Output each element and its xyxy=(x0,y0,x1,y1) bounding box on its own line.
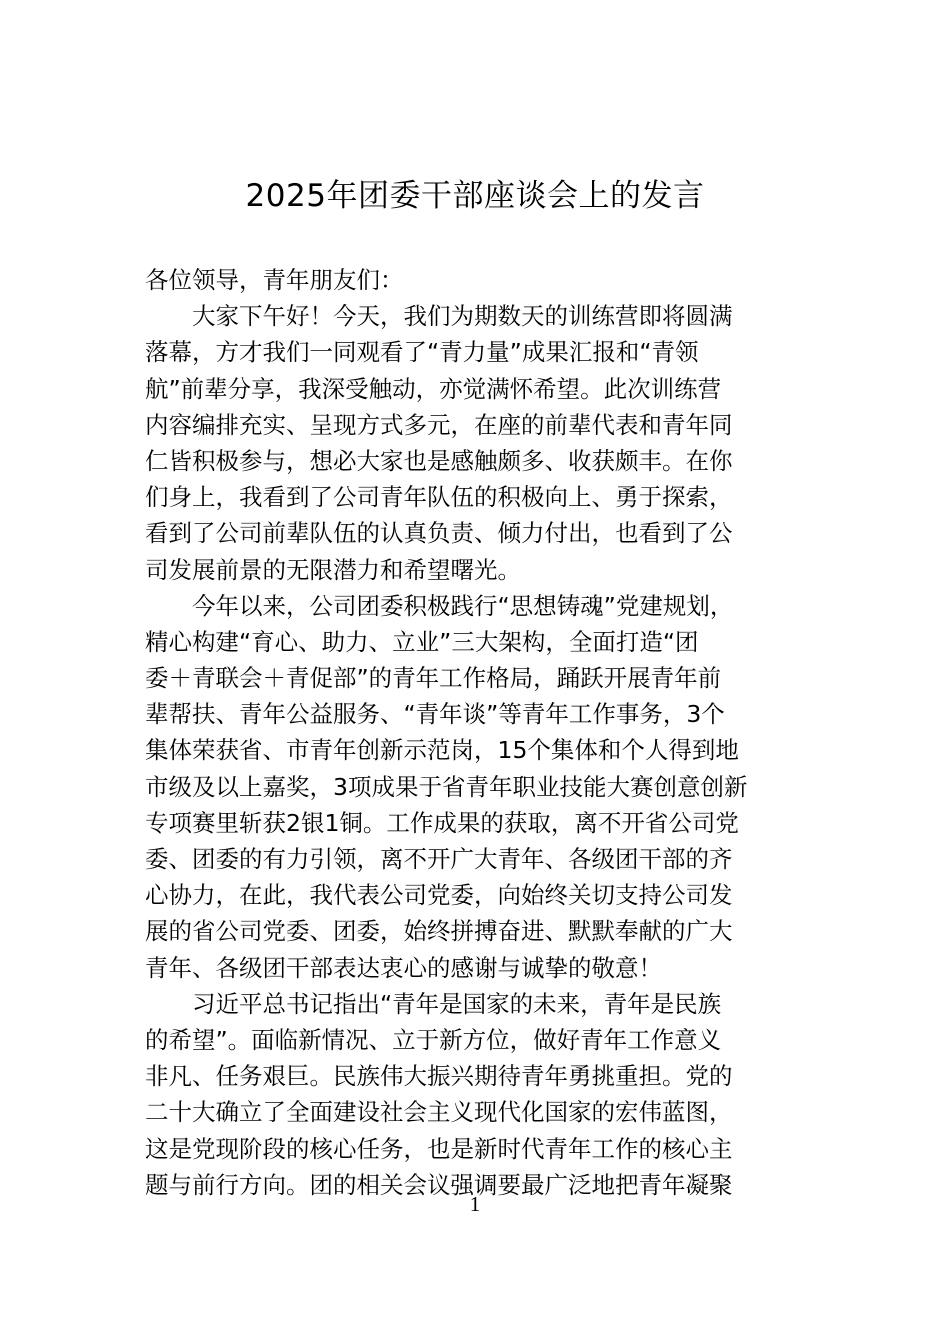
paragraph-3-line-4: 二十大确立了全面建设社会主义现代化国家的宏伟蓝图， xyxy=(145,1098,733,1127)
paragraph-1-line-4: 内容编排充实、呈现方式多元，在座的前辈代表和青年同 xyxy=(145,410,733,439)
document-body xyxy=(145,262,825,1203)
paragraph-2-line-2: 精心构建“育心、助力、立业”三大架构，全面打造“团 xyxy=(145,627,699,656)
paragraph-3-line-6: 题与前行方向。团的相关会议强调要最广泛地把青年凝聚 xyxy=(145,1170,733,1199)
paragraph-1-line-8: 司发展前景的无限潜力和希望曙光。 xyxy=(145,555,521,584)
paragraph-3-line-2: 的希望”。面临新情况、立于新方位，做好青年工作意义 xyxy=(145,1025,722,1054)
paragraph-2-line-3: 委＋青联会＋青促部”的青年工作格局，踊跃开展青年前 xyxy=(145,664,722,693)
paragraph-1-line-2: 落幕，方才我们一同观看了“青力量”成果汇报和“青领 xyxy=(145,338,699,367)
paragraph-2-line-11: 青年、各级团干部表达衷心的感谢与诚挚的敬意！ xyxy=(145,953,662,982)
paragraph-2-line-5: 集体荣获省、市青年创新示范岗，15个集体和个人得到地 xyxy=(145,736,739,765)
paragraph-3-line-3: 非凡、任务艰巨。民族伟大振兴期待青年勇挑重担。党的 xyxy=(145,1062,733,1091)
paragraph-2-line-10: 展的省公司党委、团委，始终拼搏奋进、默默奉献的广大 xyxy=(145,917,733,946)
paragraph-1-line-7: 看到了公司前辈队伍的认真负责、倾力付出，也看到了公 xyxy=(145,519,733,548)
paragraph-1-line-3: 航”前辈分享，我深受触动，亦觉满怀希望。此次训练营 xyxy=(145,374,722,403)
paragraph-1-line-5: 仁皆积极参与，想必大家也是感触颇多、收获颇丰。在你 xyxy=(145,446,733,475)
paragraph-3-line-5: 这是党现阶段的核心任务，也是新时代青年工作的核心主 xyxy=(145,1134,733,1163)
document-title: 2025年团委干部座谈会上的发言 xyxy=(245,178,705,214)
page-number: 1 xyxy=(469,1192,481,1216)
paragraph-3-line-1: 习近平总书记指出“青年是国家的未来，青年是民族 xyxy=(192,989,722,1018)
paragraph-2-line-9: 心协力，在此，我代表公司党委，向始终关切支持公司发 xyxy=(145,881,733,910)
paragraph-1-line-6: 们身上，我看到了公司青年队伍的积极向上、勇于探索， xyxy=(145,483,733,512)
paragraph-1-line-1: 大家下午好！今天，我们为期数天的训练营即将圆满 xyxy=(192,302,733,331)
salutation-line: 各位领导，青年朋友们： xyxy=(145,266,404,294)
paragraph-2-line-7: 专项赛里斩获2银1铜。工作成果的获取，离不开省公司党 xyxy=(145,808,739,837)
paragraph-2-line-1: 今年以来，公司团委积极践行“思想铸魂”党建规划， xyxy=(192,591,734,620)
paragraph-2-line-8: 委、团委的有力引领，离不开广大青年、各级团干部的齐 xyxy=(145,845,733,873)
paragraph-2-line-4: 辈帮扶、青年公益服务、“青年谈”等青年工作事务，3个 xyxy=(145,700,725,729)
paragraph-2-line-6: 市级及以上嘉奖，3项成果于省青年职业技能大赛创意创新 xyxy=(145,772,748,801)
